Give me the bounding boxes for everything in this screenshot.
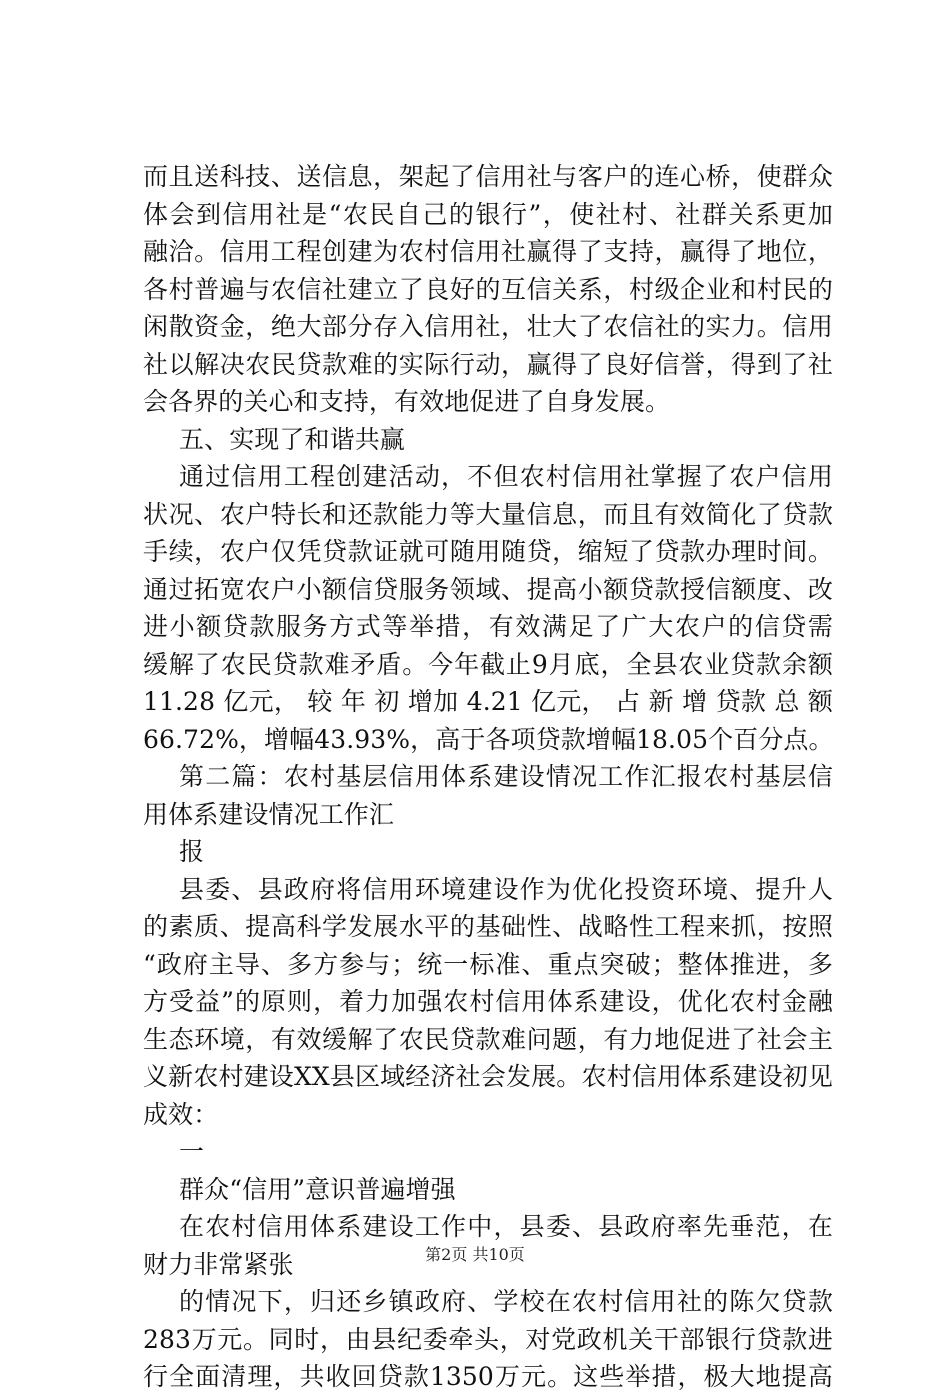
text-line: 行全面清理，共收回贷款1350万元。这些举措，极大地提高	[143, 1362, 833, 1391]
text-line: 县委、县政府将信用环境建设作为优化投资环境、提升人	[179, 874, 833, 904]
text-line: 体会到信用社是“农民自己的银行”，使社村、社群关系更加	[143, 199, 833, 229]
text-line: 进小额贷款服务方式等举措，有效满足了广大农户的信贷需	[143, 612, 833, 641]
text-line: 11.28 亿元， 较 年 初 增加 4.21 亿元， 占 新 增 贷款 总 额	[143, 687, 833, 716]
text-line: 报	[179, 837, 205, 866]
text-line: 融洽。信用工程创建为农村信用社赢得了支持，赢得了地位，	[143, 237, 833, 266]
text-line: 财力非常紧张	[143, 1249, 294, 1279]
text-line: 五、实现了和谐共赢	[179, 424, 405, 454]
text-line: 各村普遍与农信社建立了良好的互信关系，村级企业和村民的	[143, 274, 833, 304]
text-line: 的情况下，归还乡镇政府、学校在农村信用社的陈欠贷款	[179, 1287, 833, 1316]
text-line: 在农村信用体系建设工作中，县委、县政府率先垂范，在	[179, 1212, 833, 1241]
text-line: 66.72%，增幅43.93%，高于各项贷款增幅18.05个百分点。	[143, 724, 834, 754]
text-line: 用体系建设情况工作汇	[143, 799, 395, 829]
text-line: 成效：	[143, 1099, 219, 1129]
text-line: 而且送科技、送信息，架起了信用社与客户的连心桥，使群众	[143, 162, 833, 191]
text-line: 通过拓宽农户小额信贷服务领域、提高小额贷款授信额度、改	[143, 574, 833, 604]
text-line: 第二篇：农村基层信用体系建设情况工作汇报农村基层信	[179, 762, 833, 791]
text-line: 状况、农户特长和还款能力等大量信息，而且有效简化了贷款	[143, 499, 833, 529]
text-line: 手续，农户仅凭贷款证就可随用随贷，缩短了贷款办理时间。	[143, 537, 833, 566]
text-line: 群众“信用”意识普遍增强	[179, 1174, 456, 1204]
text-line: 283万元。同时，由县纪委牵头，对党政机关干部银行贷款进	[143, 1324, 833, 1354]
text-line: 闲散资金，绝大部分存入信用社，壮大了农信社的实力。信用	[143, 312, 833, 341]
text-line: 生态环境，有效缓解了农民贷款难问题，有力地促进了社会主	[143, 1024, 833, 1054]
text-line: 的素质、提高科学发展水平的基础性、战略性工程来抓，按照	[143, 912, 833, 941]
text-line: 缓解了农民贷款难矛盾。今年截止9月底，全县农业贷款余额	[143, 649, 833, 679]
text-line: 方受益”的原则，着力加强农村信用体系建设，优化农村金融	[143, 987, 833, 1016]
document-body	[143, 158, 833, 1396]
text-line: 社以解决农民贷款难的实际行动，赢得了良好信誉，得到了社	[143, 349, 833, 379]
page-number-footer: 第2页 共10页	[425, 1245, 525, 1264]
text-line: 一	[179, 1137, 205, 1166]
text-line: “政府主导、多方参与；统一标准、重点突破；整体推进，多	[143, 949, 833, 979]
text-line: 义新农村建设XX县区域经济社会发展。农村信用体系建设初见	[143, 1062, 833, 1091]
text-line: 通过信用工程创建活动，不但农村信用社掌握了农户信用	[179, 462, 833, 491]
text-line: 会各界的关心和支持，有效地促进了自身发展。	[143, 387, 671, 416]
